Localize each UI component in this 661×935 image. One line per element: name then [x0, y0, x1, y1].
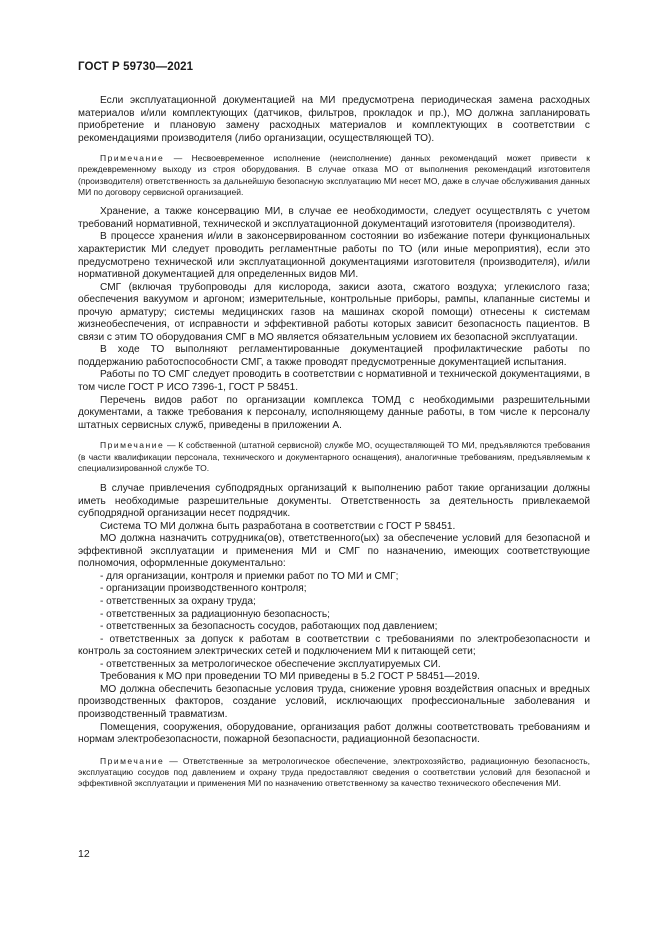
note-label: Примечание	[100, 440, 165, 451]
note-label: Примечание	[100, 153, 165, 164]
note	[78, 756, 590, 790]
paragraph: Требования к МО при проведении ТО МИ приведены в 5.2 ГОСТ Р 58451—2019.	[100, 671, 480, 683]
note	[78, 440, 590, 474]
paragraph: Если эксплуатационной документацией на МИ предусмотрена периодическая замена расходных материалов и/или комплектующих (датчиков, фильтров, прокладок и пр.), МО должна запланировать приобретение и плановую замену расходных материалов и комплектующих в соответствии с рекомендациями производителя (либо организации, осуществляющей ТО).	[78, 95, 590, 144]
paragraph: Перечень видов работ по организации комплекса ТОМД с необходимыми разрешительными документами, а также требования к персоналу, исполняющему данные работы, в том числе к персоналу штатных сервисных служб, приведены в приложении А.	[78, 394, 590, 431]
page-number: 12	[78, 848, 90, 860]
paragraph: В случае привлечения субподрядных организаций к выполнению работ такие организации должны иметь необходимые разрешительные документы. Ответственность за деятельность привлекаемой субподрядной организации несет подрядчик.	[78, 483, 590, 520]
note	[78, 153, 590, 198]
document-body	[78, 95, 590, 789]
paragraph: СМГ (включая трубопроводы для кислорода, закиси азота, сжатого воздуха; углекислого газа; обеспечения вакуумом и аргоном; измерительные, контрольные приборы, рампы, клапанные системы и прочую арматуру; системы медицинских газов на машинах скорой помощи) отнесены к системам жизнеобеспечения, от исправности и эффективной работы которых зависит безопасность пациентов. В связи с этим ТО оборудования СМГ в МО является обязательным условием их безопасной эксплуатации.	[78, 281, 590, 343]
note-text: — К собственной (штатной сервисной) службе МО, осуществляющей ТО МИ, предъявляются требования (в части квалификации персонала, технического и документарного оснащения), аналогичные требованиям, предъявляемым к специализированной службе ТО.	[78, 440, 590, 473]
note-text: — Несвоевременное исполнение (неисполнение) данных рекомендаций может привести к преждевременному выходу из строя оборудования. В случае отказа МО от выполнения рекомендаций изготовителя (производителя) ответственность за дальнейшую безопасную эксплуатацию МИ несет МО, даже в случае обслуживания данных МИ по договору сервисной организацией.	[78, 153, 590, 198]
note-text: — Ответственные за метрологическое обеспечение, электрохозяйство, радиационную безопасность, эксплуатацию сосудов под давлением и охрану труда предоставляют сведения о соответствии условий для безопасной и эффективной эксплуатации и применения МИ по назначению ответственному за качество технического обеспечения МИ.	[78, 755, 590, 789]
paragraph: МО должна назначить сотрудника(ов), ответственного(ых) за обеспечение условий для безопасной и эффективной эксплуатации и применения МИ и СМГ по назначению, имеющих соответствующие полномочия, оформленные документально:	[78, 533, 590, 570]
list-item: - ответственных за радиационную безопасность;	[100, 608, 330, 620]
list-item: - ответственных за безопасность сосудов, работающих под давлением;	[100, 621, 438, 633]
paragraph: Система ТО МИ должна быть разработана в соответствии с ГОСТ Р 58451.	[100, 520, 456, 532]
list-item: - ответственных за метрологическое обеспечение эксплуатируемых СИ.	[100, 658, 441, 670]
paragraph: Хранение, а также консервацию МИ, в случае ее необходимости, следует осуществлять с учетом требований нормативной, технической и эксплуатационной документаций изготовителя (производителя).	[78, 206, 590, 230]
list-item: - организации производственного контроля;	[100, 583, 307, 595]
note-label: Примечание	[100, 755, 165, 766]
paragraph: МО должна обеспечить безопасные условия труда, снижение уровня воздействия опасных и вредных производственных факторов, создание условий, исключающих профессиональные заболевания и производственный травматизм.	[78, 683, 590, 720]
paragraph: Помещения, сооружения, оборудование, организация работ должны соответствовать требованиям и нормам электробезопасности, пожарной безопасности, радиационной безопасности.	[78, 721, 590, 746]
list-item: - ответственных за охрану труда;	[100, 596, 256, 608]
paragraph: Работы по ТО СМГ следует проводить в соответствии с нормативной и технической документациями, в том числе ГОСТ Р ИСО 7396-1, ГОСТ Р 58451.	[78, 369, 590, 394]
list-item: - ответственных за допуск к работам в соответствии с требованиями по электробезопасности и контроль за состоянием электрических сетей и подключением МИ к питающей сети;	[78, 633, 590, 658]
paragraph: В ходе ТО выполняют регламентированные документацией профилактические работы по поддержанию работоспособности СМГ, а также проводят предусмотренные документацией испытания.	[78, 344, 590, 368]
document-header: ГОСТ Р 59730—2021	[78, 61, 194, 73]
list-item: - для организации, контроля и приемки работ по ТО МИ и СМГ;	[100, 570, 399, 582]
paragraph: В процессе хранения и/или в законсервированном состоянии во избежание потери функциональных характеристик МИ следует проводить регламентные работы по ТО (или иные мероприятия), если это предусмотрено технической или эксплуатационной документациями изготовителя (производителя), и/или нормативной документацией для определенных видов МИ.	[78, 231, 590, 281]
